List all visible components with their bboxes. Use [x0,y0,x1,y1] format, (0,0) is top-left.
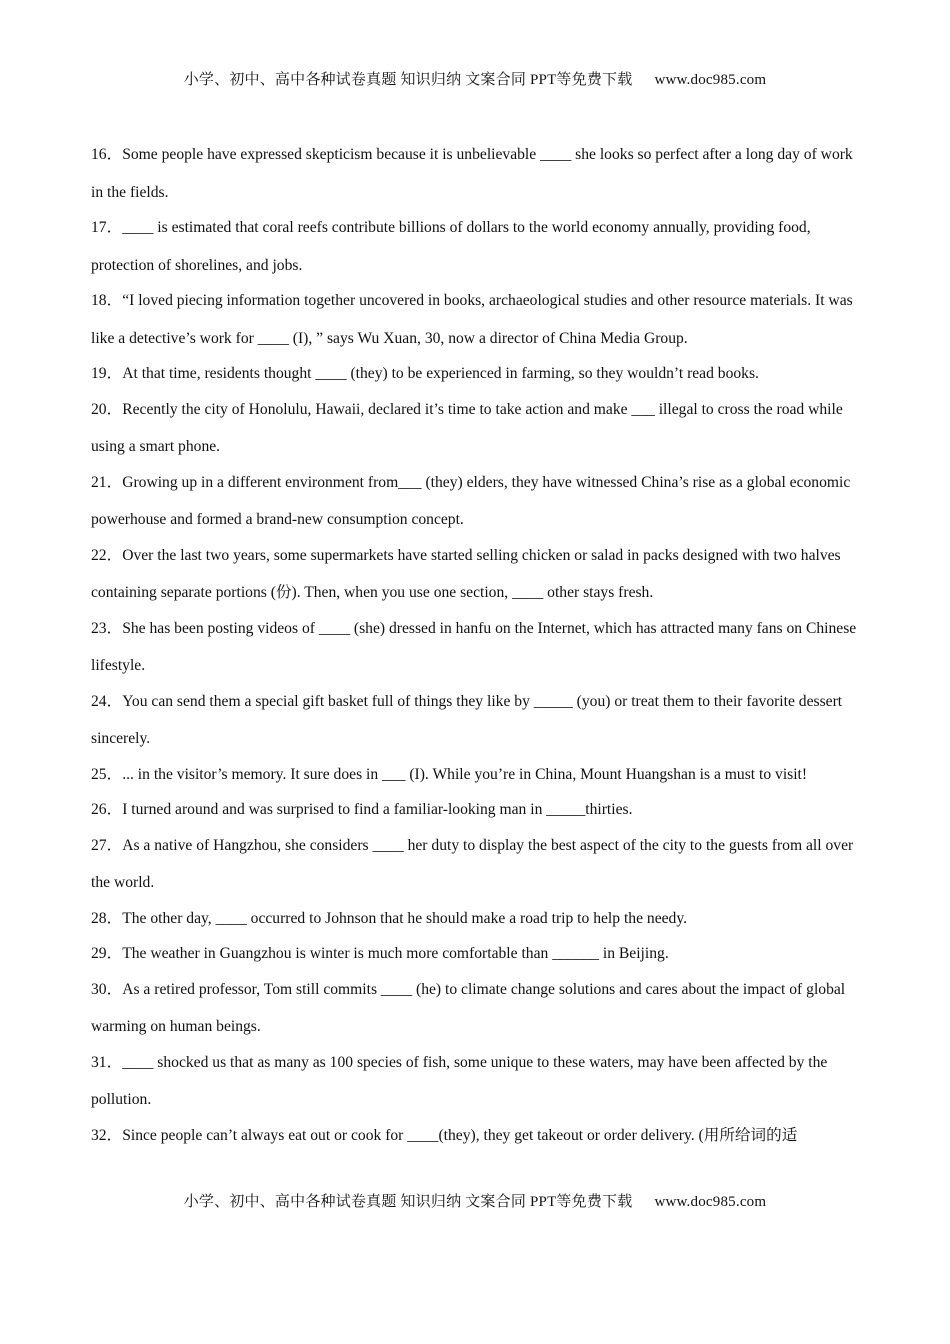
question-number: 16． [91,146,123,163]
footer-text: 小学、初中、高中各种试卷真题 知识归纳 文案合同 PPT等免费下载 [183,1194,633,1210]
page-footer [0,1190,950,1211]
question-text: “I loved piecing information together uncovered in books, archaeological studies and other resource materials. It was like a detective’s work for ____ (I), ” says Wu Xuan, 30, now a director of China Media Group. [91,292,853,347]
question-text: Since people can’t always eat out or cook for ____(they), they get takeout or order delivery. (用所给词的适 [122,1126,798,1144]
header-url[interactable]: www.doc985.com [654,72,767,88]
question-text: Growing up in a different environment from___ (they) elders, they have witnessed China’s rise as a global economic powerhouse and formed a brand-new consumption concept. [91,473,851,528]
question-number: 30． [91,980,123,998]
question-item [91,282,863,357]
header-text: 小学、初中、高中各种试卷真题 知识归纳 文案合同 PPT等免费下载 [183,72,633,88]
question-text: You can send them a special gift basket full of things they like by _____ (you) or treat them to their favorite dessert sincerely. [91,692,843,747]
question-text: At that time, residents thought ____ (they) to be experienced in farming, so they wouldn’t read books. [122,365,759,382]
question-text: ____ shocked us that as many as 100 species of fish, some unique to these waters, may have been affected by the pollution. [91,1053,828,1108]
question-item [91,1117,863,1155]
question-number: 22． [91,546,123,564]
question-text: Over the last two years, some supermarkets have started selling chicken or salad in packs designed with two halves containing separate portions (份). Then, when you use one section, ____ other stays fresh. [91,546,841,601]
question-number: 29． [91,945,123,962]
question-item [91,355,863,393]
question-text: Some people have expressed skepticism because it is unbelievable ____ she looks so perfect after a long day of work in the fields. [91,146,853,201]
question-item [91,971,863,1046]
question-item [91,610,863,685]
question-number: 21． [91,473,123,491]
question-number: 17． [91,219,123,236]
question-number: 18． [91,292,123,309]
question-text: As a retired professor, Tom still commits ____ (he) to climate change solutions and cares about the impact of global warming on human beings. [91,980,846,1035]
footer-url[interactable]: www.doc985.com [654,1194,767,1210]
question-number: 31． [91,1053,123,1071]
question-text: ____ is estimated that coral reefs contribute billions of dollars to the world economy annually, providing food, protection of shorelines, and jobs. [91,219,811,274]
question-item [91,791,863,829]
question-text: The other day, ____ occurred to Johnson that he should make a road trip to help the needy. [122,909,688,927]
question-item [91,537,863,612]
question-item [91,1044,863,1119]
question-number: 20． [91,400,123,418]
question-text: I turned around and was surprised to find a familiar-looking man in _____thirties. [122,801,633,818]
question-item [91,464,863,539]
question-text: Recently the city of Honolulu, Hawaii, declared it’s time to take action and make ___ illegal to cross the road while using a smart phone. [91,400,843,455]
question-item [91,827,863,902]
page-header [0,68,950,89]
question-number: 23． [91,619,123,637]
question-item [91,391,863,466]
question-number: 19． [91,365,123,382]
question-number: 24． [91,692,123,710]
question-item [91,209,863,284]
question-text: ... in the visitor’s memory. It sure does in ___ (I). While you’re in China, Mount Huangshan is a must to visit! [122,765,808,783]
question-number: 27． [91,836,123,854]
question-list [91,136,863,1152]
question-item [91,900,863,938]
question-text: The weather in Guangzhou is winter is much more comfortable than ______ in Beijing. [122,945,669,962]
question-number: 25． [91,765,123,783]
question-item [91,756,863,794]
question-number: 32． [91,1126,123,1144]
question-item [91,683,863,758]
question-number: 28． [91,909,123,927]
question-text: As a native of Hangzhou, she considers ____ her duty to display the best aspect of the city to the guests from all over the world. [91,836,854,891]
question-item [91,935,863,973]
question-item [91,136,863,211]
question-number: 26． [91,801,123,818]
question-text: She has been posting videos of ____ (she) dressed in hanfu on the Internet, which has attracted many fans on Chinese lifestyle. [91,619,857,674]
